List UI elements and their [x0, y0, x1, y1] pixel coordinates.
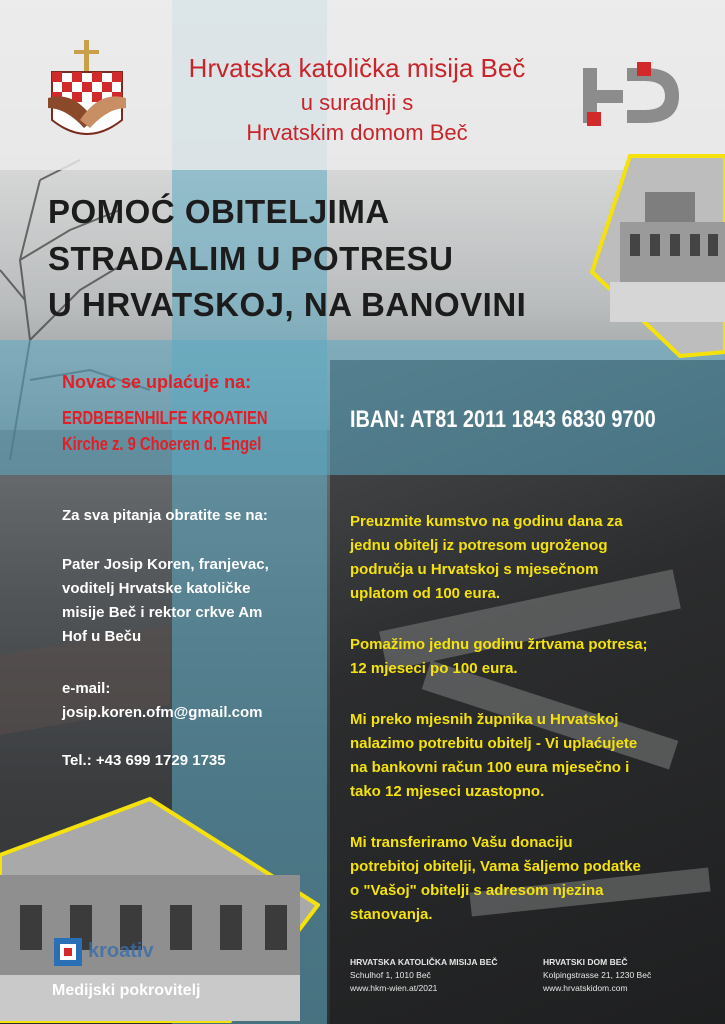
footer-org1-name: HRVATSKA KATOLIČKA MISIJA BEČ: [350, 957, 498, 967]
email-link[interactable]: josip.koren.ofm@gmail.com: [62, 704, 263, 721]
info-line: Mi preko mjesnih župnika u Hrvatskoj: [350, 711, 619, 728]
info-line: uplatom od 100 eura.: [350, 585, 501, 602]
info-line: o "Vašoj" obitelji s adresom njezina: [350, 882, 604, 899]
info-line: potrebitoj obitelji, Vama šaljemo podatke: [350, 858, 641, 875]
info-line: stanovanja.: [350, 906, 433, 923]
account-reference: Kirche z. 9 Choeren d. Engel: [62, 434, 262, 454]
email-label: e-mail:: [62, 680, 111, 697]
contact-person-line: Pater Josip Koren, franjevac,: [62, 556, 269, 573]
info-line: jednu obitelj iz potresom ugroženog: [350, 537, 608, 554]
footer-org2-name: HRVATSKI DOM BEČ: [543, 957, 628, 967]
info-line: Preuzmite kumstvo na godinu dana za: [350, 513, 623, 530]
info-line: nalazimo potrebitu obitelj - Vi uplaćujete: [350, 735, 638, 752]
title-line-2: STRADALIM U POTRESU: [48, 240, 454, 277]
info-line: Pomažimo jednu godinu žrtvama potresa;: [350, 636, 648, 653]
info-line: na bankovni račun 100 eura mjesečno i: [350, 759, 630, 776]
header-cooperation: u suradnji s: [300, 90, 414, 115]
media-sponsor-label: Medijski pokrovitelj: [52, 982, 201, 999]
contact-person-line: voditelj Hrvatske katoličke: [62, 580, 251, 597]
header-partner: Hrvatskim domom Beč: [246, 120, 468, 145]
croatian-mission-crest-icon: [44, 40, 130, 148]
footer-org2-website[interactable]: www.hrvatskidom.com: [543, 983, 628, 993]
header-organization: Hrvatska katolička misija Beč: [188, 53, 526, 83]
info-line: područja u Hrvatskoj s mjesečnom: [350, 561, 599, 578]
info-line: 12 mjeseci po 100 eura.: [350, 660, 518, 677]
kroativ-logo-text: kroativ: [88, 940, 154, 962]
title-line-3: U HRVATSKOJ, NA BANOVINI: [48, 286, 527, 323]
kroativ-logo-icon: [52, 936, 84, 968]
payment-heading: Novac se uplaćuje na:: [62, 372, 252, 392]
footer-org1-address: Schulhof 1, 1010 Beč: [350, 970, 431, 980]
phone-number: Tel.: +43 699 1729 1735: [62, 752, 226, 769]
footer-org2-address: Kolpingstrasse 21, 1230 Beč: [543, 970, 652, 980]
contact-person-line: Hof u Beču: [62, 628, 142, 645]
info-line: tako 12 mjeseci uzastopno.: [350, 783, 545, 800]
title-line-1: POMOĆ OBITELJIMA: [48, 193, 390, 230]
contact-person-line: misije Beč i rektor crkve Am: [62, 604, 263, 621]
hrvatski-dom-logo-icon: [583, 60, 683, 130]
info-line: Mi transferiramo Vašu donaciju: [350, 834, 573, 851]
contact-heading: Za sva pitanja obratite se na:: [62, 507, 268, 524]
iban: IBAN: AT81 2011 1843 6830 9700: [350, 406, 656, 433]
account-name: ERDBEBENHILFE KROATIEN: [62, 408, 268, 428]
footer-org1-website[interactable]: www.hkm-wien.at/2021: [350, 983, 438, 993]
kroativ-logo: [52, 936, 172, 968]
damaged-building-photo-top-right: [590, 152, 725, 358]
